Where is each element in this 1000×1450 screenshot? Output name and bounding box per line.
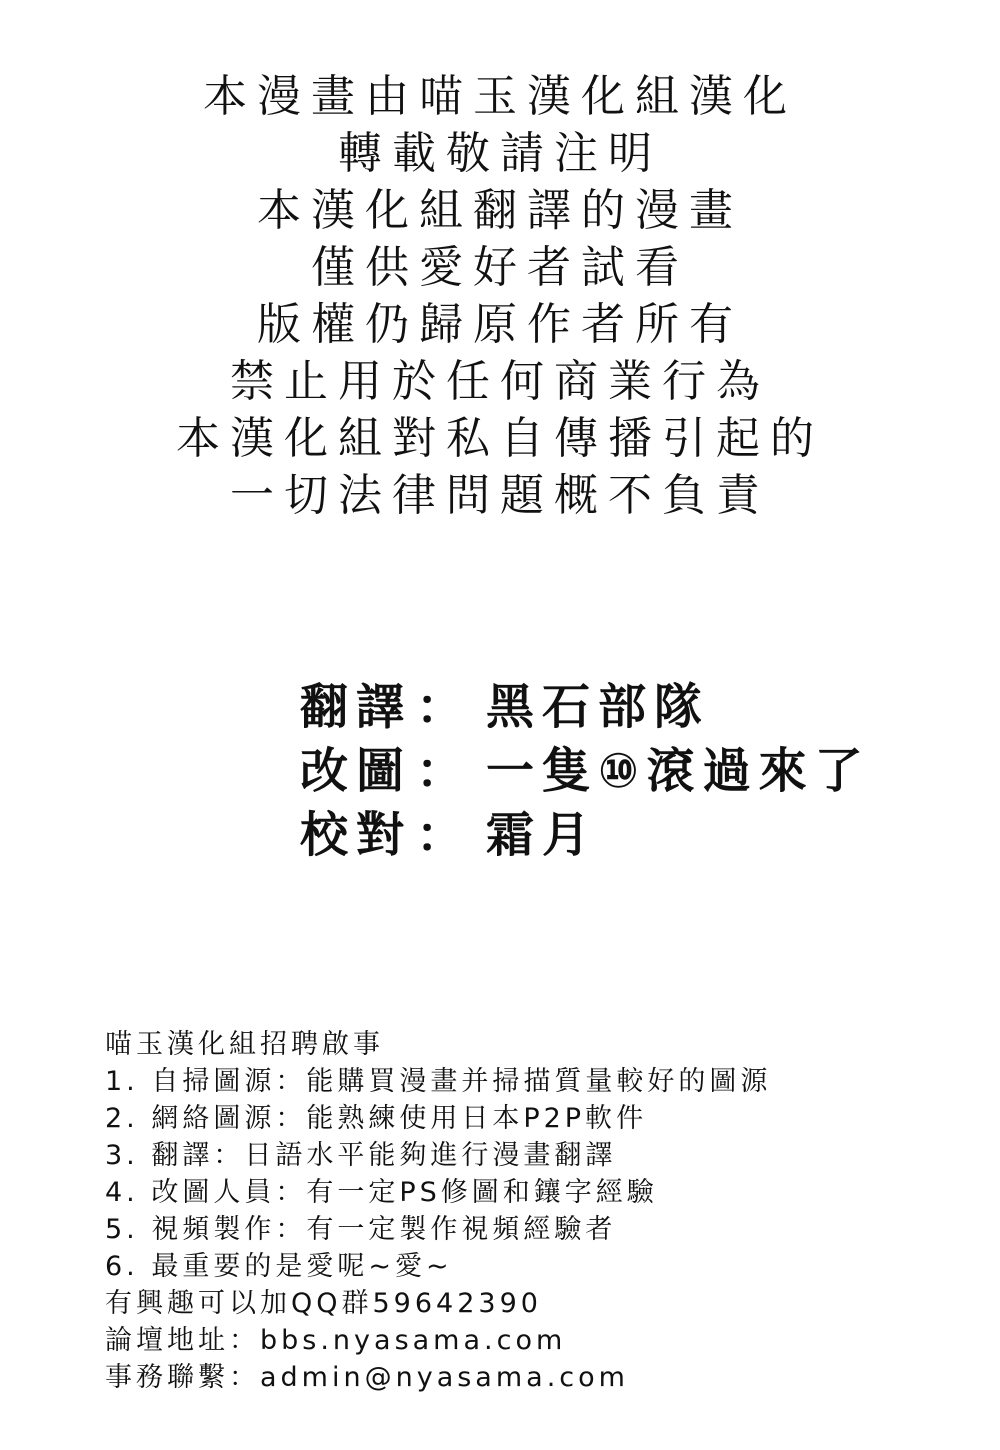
credit-name: 霜月 <box>486 807 599 863</box>
notice-line: 版權仍歸原作者所有 <box>257 299 743 350</box>
credit-role: 翻譯 <box>300 679 413 735</box>
credit-role: 校對 <box>300 807 413 863</box>
notice-line: 一切法律問題概不負責 <box>230 470 770 521</box>
notice-line: 轉載敬請注明 <box>338 128 662 179</box>
forum-address: 論壇地址：bbs.nyasama.com <box>105 1325 567 1356</box>
recruitment-item: 4. 改圖人員：有一定PS修圖和鑲字經驗 <box>105 1177 658 1208</box>
notice-line: 僅供愛好者試看 <box>311 242 689 293</box>
credit-separator: ： <box>416 743 473 799</box>
disclaimer-notice <box>0 68 1000 524</box>
staff-credits <box>300 675 990 867</box>
recruitment-item: 2. 網絡圖源：能熟練使用日本P2P軟件 <box>105 1103 648 1134</box>
recruitment-item: 1. 自掃圖源：能購買漫畫并掃描質量較好的圖源 <box>105 1066 772 1097</box>
credit-name: 黑石部隊 <box>486 679 711 735</box>
credit-separator: ： <box>416 807 473 863</box>
notice-line: 本漢化組對私自傳播引起的 <box>176 413 824 464</box>
notice-line: 禁止用於任何商業行為 <box>230 356 770 407</box>
credit-separator: ： <box>416 679 473 735</box>
contact-email: 事務聯繫：admin@nyasama.com <box>105 1362 629 1393</box>
credit-editing <box>300 739 990 803</box>
recruitment-item: 5. 視頻製作：有一定製作視頻經驗者 <box>105 1214 617 1245</box>
recruitment-title: 喵玉漢化組招聘啟事 <box>105 1029 384 1060</box>
notice-line: 本漫畫由喵玉漢化組漢化 <box>203 71 797 122</box>
recruitment-item: 3. 翻譯：日語水平能夠進行漫畫翻譯 <box>105 1140 617 1171</box>
recruitment-notice <box>105 1026 985 1396</box>
recruitment-item: 6. 最重要的是愛呢~愛~ <box>105 1251 453 1282</box>
notice-line: 本漢化組翻譯的漫畫 <box>257 185 743 236</box>
credit-translation <box>300 675 990 739</box>
credit-role: 改圖 <box>300 743 413 799</box>
credit-name: 一隻⑩滾過來了 <box>486 743 871 799</box>
credit-proofreading <box>300 803 990 867</box>
qq-group-info: 有興趣可以加QQ群59642390 <box>105 1288 542 1319</box>
